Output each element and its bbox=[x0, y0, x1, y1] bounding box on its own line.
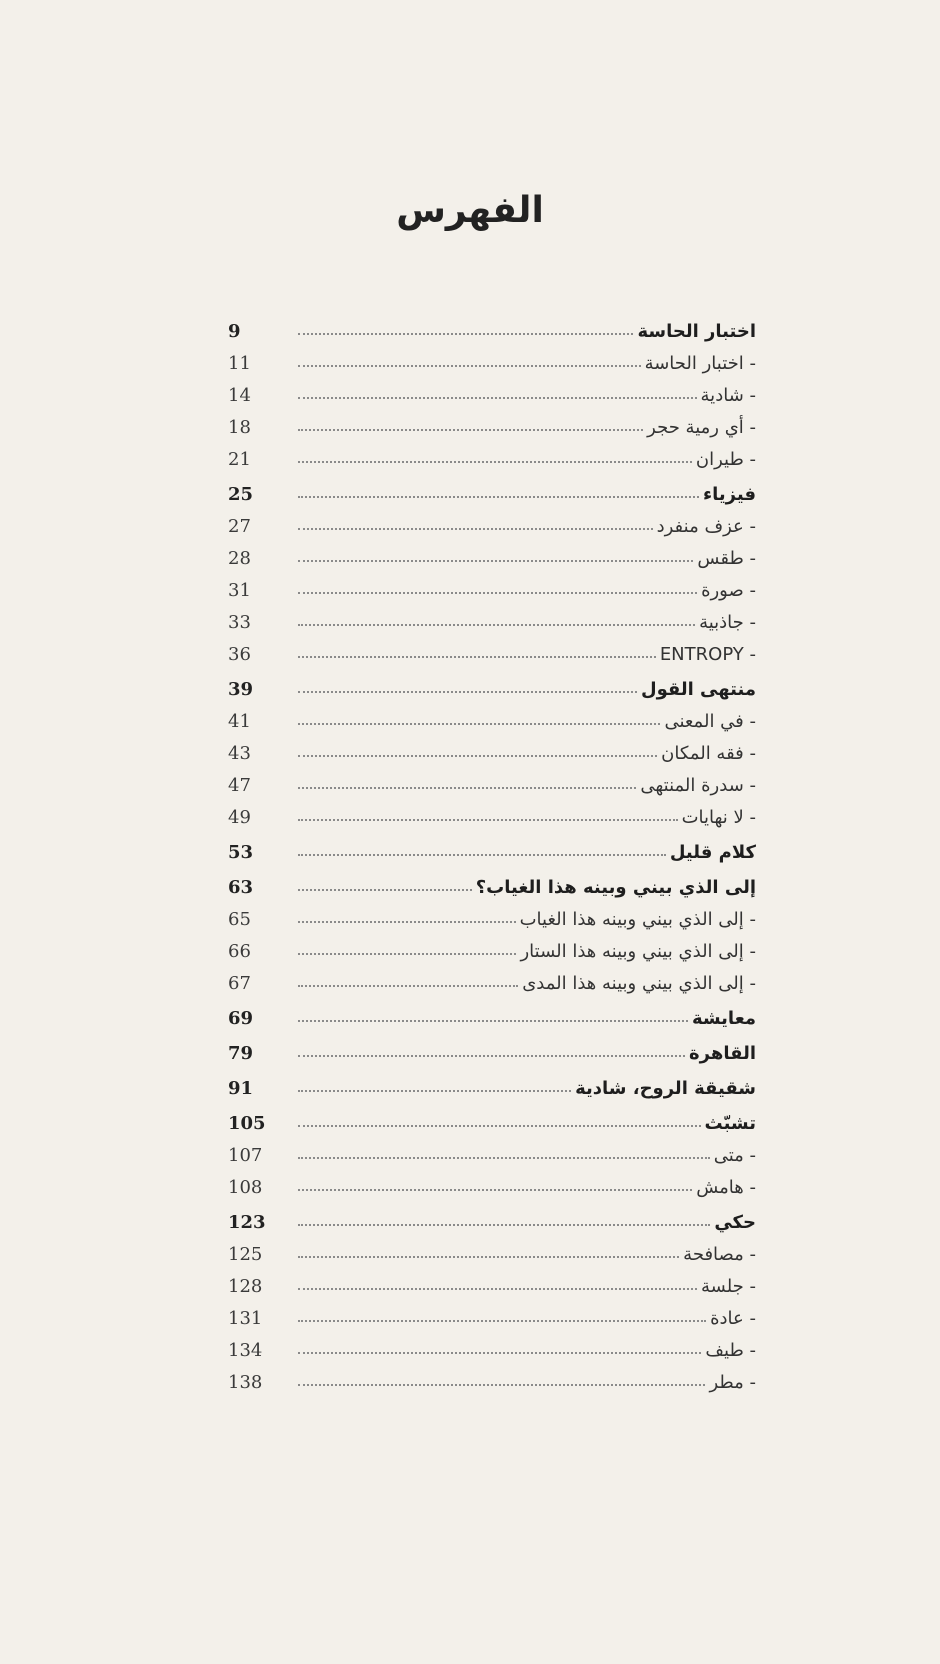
page-title: الفهرس bbox=[396, 190, 544, 231]
entry-title: - مطر bbox=[709, 1372, 756, 1393]
entry-title: - طقس bbox=[697, 548, 756, 569]
toc-subentry bbox=[228, 569, 756, 601]
page-number: 131 bbox=[228, 1308, 263, 1329]
entry-title: منتهى القول bbox=[641, 679, 756, 700]
toc-subentry bbox=[228, 537, 756, 569]
dot-leader bbox=[298, 1383, 705, 1386]
entry-title: - فقه المكان bbox=[661, 743, 756, 764]
toc-chapter-entry bbox=[228, 310, 756, 342]
page-number: 79 bbox=[228, 1043, 254, 1064]
dot-leader bbox=[298, 1223, 710, 1226]
page-number: 21 bbox=[228, 449, 251, 470]
page-number: 125 bbox=[228, 1244, 263, 1265]
entry-title: - إلى الذي بيني وبينه هذا الغياب bbox=[519, 909, 756, 930]
dot-leader bbox=[298, 460, 692, 463]
toc-subentry bbox=[228, 505, 756, 537]
entry-title: - هامش bbox=[696, 1177, 756, 1198]
dot-leader bbox=[298, 428, 643, 431]
entry-title: - طيران bbox=[695, 449, 756, 470]
toc-chapter-entry bbox=[228, 866, 756, 898]
page-number: 43 bbox=[228, 743, 251, 764]
entry-title: القاهرة bbox=[689, 1043, 756, 1064]
dot-leader bbox=[298, 853, 666, 856]
dot-leader bbox=[298, 1054, 685, 1057]
toc-subentry bbox=[228, 796, 756, 828]
page-number: 18 bbox=[228, 417, 251, 438]
page-number: 9 bbox=[228, 321, 241, 342]
entry-title: - لا نهايات bbox=[681, 807, 756, 828]
toc-subentry bbox=[228, 1233, 756, 1265]
dot-leader bbox=[298, 1319, 706, 1322]
page-number: 66 bbox=[228, 941, 251, 962]
dot-leader bbox=[298, 1287, 697, 1290]
dot-leader bbox=[298, 1188, 692, 1191]
entry-title: حكي bbox=[714, 1212, 756, 1233]
dot-leader bbox=[298, 1156, 710, 1159]
toc-chapter-entry bbox=[228, 668, 756, 700]
toc-subentry bbox=[228, 1329, 756, 1361]
page-number: 123 bbox=[228, 1212, 266, 1233]
table-of-contents bbox=[228, 310, 756, 1393]
entry-title: تشبّث bbox=[704, 1113, 756, 1134]
dot-leader bbox=[298, 559, 693, 562]
dot-leader bbox=[298, 722, 660, 725]
entry-title: - صورة bbox=[701, 580, 756, 601]
entry-title: - ENTROPY bbox=[659, 644, 756, 665]
entry-title: - عزف منفرد bbox=[656, 516, 756, 537]
dot-leader bbox=[298, 655, 656, 658]
page-number: 11 bbox=[228, 353, 251, 374]
page-number: 67 bbox=[228, 973, 251, 994]
dot-leader bbox=[298, 1124, 701, 1127]
entry-title: - جلسة bbox=[700, 1276, 756, 1297]
page-number: 69 bbox=[228, 1008, 254, 1029]
page-number: 25 bbox=[228, 484, 254, 505]
dot-leader bbox=[298, 527, 653, 530]
page-number: 36 bbox=[228, 644, 251, 665]
entry-title: - شادية bbox=[700, 385, 756, 406]
toc-chapter-entry bbox=[228, 1032, 756, 1064]
page-number: 91 bbox=[228, 1078, 254, 1099]
dot-leader bbox=[298, 818, 678, 821]
toc-subentry bbox=[228, 700, 756, 732]
toc-subentry bbox=[228, 438, 756, 470]
toc-subentry bbox=[228, 1361, 756, 1393]
toc-subentry bbox=[228, 1265, 756, 1297]
toc-chapter-entry bbox=[228, 473, 756, 505]
dot-leader bbox=[298, 984, 518, 987]
page-number: 39 bbox=[228, 679, 254, 700]
toc-chapter-entry bbox=[228, 1067, 756, 1099]
entry-title: - اختبار الحاسة bbox=[644, 353, 756, 374]
toc-subentry bbox=[228, 962, 756, 994]
dot-leader bbox=[298, 786, 636, 789]
dot-leader bbox=[298, 952, 516, 955]
entry-title: فيزياء bbox=[702, 484, 756, 505]
entry-title: - إلى الذي بيني وبينه هذا الستار bbox=[520, 941, 756, 962]
page-number: 134 bbox=[228, 1340, 263, 1361]
page-number: 41 bbox=[228, 711, 251, 732]
dot-leader bbox=[298, 888, 472, 891]
dot-leader bbox=[298, 690, 637, 693]
dot-leader bbox=[298, 920, 516, 923]
toc-subentry bbox=[228, 1134, 756, 1166]
page-number: 107 bbox=[228, 1145, 263, 1166]
entry-title: - سدرة المنتهى bbox=[640, 775, 756, 796]
entry-title: - إلى الذي بيني وبينه هذا المدى bbox=[522, 973, 756, 994]
entry-title: - مصافحة bbox=[683, 1244, 756, 1265]
toc-chapter-entry bbox=[228, 1102, 756, 1134]
entry-title: - متى bbox=[713, 1145, 756, 1166]
toc-subentry bbox=[228, 342, 756, 374]
entry-title: - أي رمية حجر bbox=[647, 417, 756, 438]
toc-subentry bbox=[228, 898, 756, 930]
dot-leader bbox=[298, 754, 657, 757]
page-number: 49 bbox=[228, 807, 251, 828]
page-number: 65 bbox=[228, 909, 251, 930]
toc-chapter-entry bbox=[228, 831, 756, 863]
dot-leader bbox=[298, 396, 697, 399]
entry-title: شقيقة الروح، شادية bbox=[575, 1078, 756, 1099]
entry-title: - جاذبية bbox=[699, 612, 756, 633]
page-number: 33 bbox=[228, 612, 251, 633]
dot-leader bbox=[298, 591, 697, 594]
toc-subentry bbox=[228, 732, 756, 764]
page-number: 14 bbox=[228, 385, 251, 406]
toc-subentry bbox=[228, 1297, 756, 1329]
page-number: 28 bbox=[228, 548, 251, 569]
dot-leader bbox=[298, 1019, 688, 1022]
toc-subentry bbox=[228, 764, 756, 796]
toc-subentry bbox=[228, 930, 756, 962]
toc-subentry bbox=[228, 1166, 756, 1198]
page-number: 128 bbox=[228, 1276, 263, 1297]
page-number: 47 bbox=[228, 775, 251, 796]
dot-leader bbox=[298, 1255, 679, 1258]
entry-title: - في المعنى bbox=[664, 711, 756, 732]
dot-leader bbox=[298, 495, 699, 498]
toc-subentry bbox=[228, 601, 756, 633]
page-number: 53 bbox=[228, 842, 254, 863]
entry-title: كلام قليل bbox=[669, 842, 756, 863]
entry-title: معايشة bbox=[691, 1008, 756, 1029]
page-number: 108 bbox=[228, 1177, 263, 1198]
entry-title: - عادة bbox=[710, 1308, 756, 1329]
page-number: 138 bbox=[228, 1372, 263, 1393]
entry-title: إلى الذي بيني وبينه هذا الغياب؟ bbox=[475, 877, 756, 898]
dot-leader bbox=[298, 623, 695, 626]
page-number: 27 bbox=[228, 516, 251, 537]
dot-leader bbox=[298, 1351, 701, 1354]
page-number: 105 bbox=[228, 1113, 266, 1134]
page-number: 31 bbox=[228, 580, 251, 601]
dot-leader bbox=[298, 1089, 571, 1092]
toc-subentry bbox=[228, 374, 756, 406]
toc-chapter-entry bbox=[228, 997, 756, 1029]
dot-leader bbox=[298, 364, 641, 367]
toc-subentry bbox=[228, 633, 756, 665]
dot-leader bbox=[298, 332, 633, 335]
entry-title: اختبار الحاسة bbox=[637, 321, 756, 342]
page-number: 63 bbox=[228, 877, 254, 898]
entry-title: - طيف bbox=[705, 1340, 756, 1361]
toc-chapter-entry bbox=[228, 1201, 756, 1233]
toc-subentry bbox=[228, 406, 756, 438]
